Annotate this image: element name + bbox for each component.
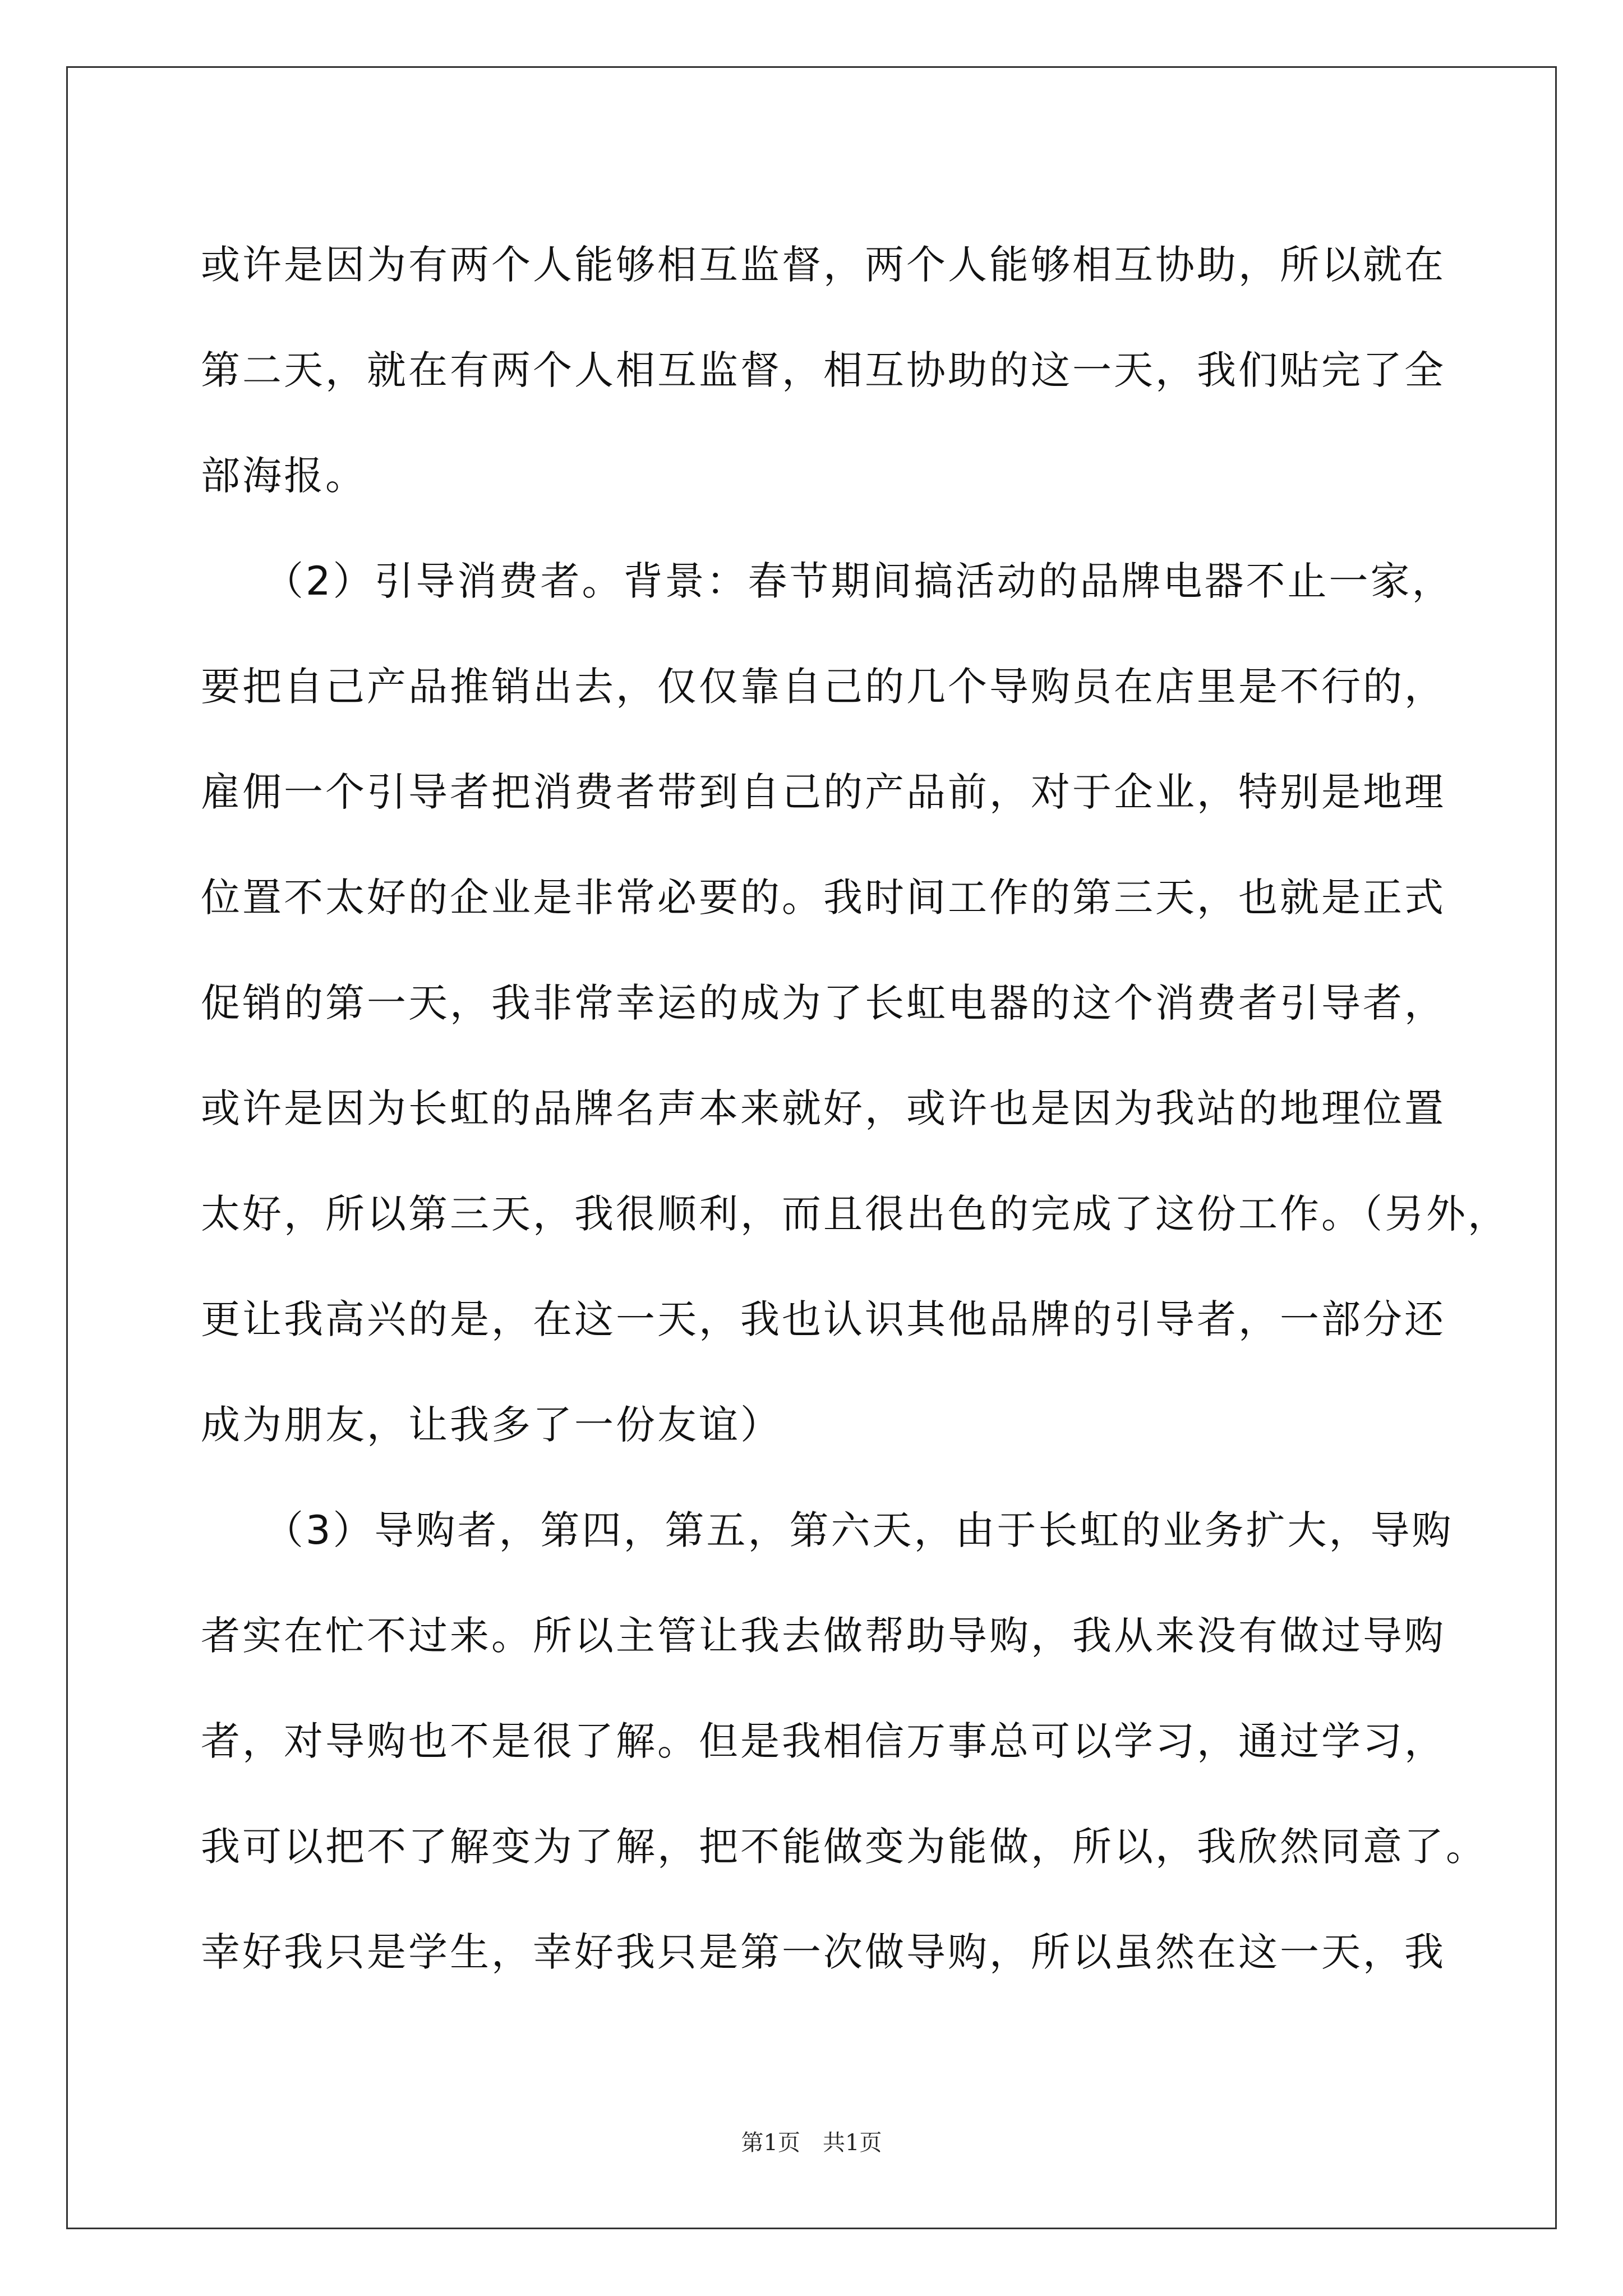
text-line: 第二天，就在有两个人相互监督，相互协助的这一天，我们贴完了全 bbox=[201, 347, 1446, 393]
text-line: 雇佣一个引导者把消费者带到自己的产品前，对于企业，特别是地理 bbox=[201, 769, 1446, 815]
text-line: 或许是因为长虹的品牌名声本来就好，或许也是因为我站的地理位置 bbox=[201, 1085, 1446, 1131]
document-body bbox=[201, 212, 1509, 2005]
text-line: 者实在忙不过来。所以主管让我去做帮助导购，我从来没有做过导购 bbox=[201, 1613, 1446, 1659]
text-line: 更让我高兴的是，在这一天，我也认识其他品牌的引导者，一部分还 bbox=[201, 1296, 1446, 1342]
text-line: 幸好我只是学生，幸好我只是第一次做导购，所以虽然在这一天，我 bbox=[201, 1929, 1446, 1975]
text-line: 部海报。 bbox=[201, 453, 367, 499]
page-footer: 第1页 共1页 bbox=[741, 2130, 882, 2156]
text-line: 者，对导购也不是很了解。但是我相信万事总可以学习，通过学习， bbox=[201, 1718, 1446, 1764]
text-line: （3）导购者，第四，第五，第六天，由于长虹的业务扩大，导购 bbox=[201, 1507, 1454, 1553]
text-line: 促销的第一天，我非常幸运的成为了长虹电器的这个消费者引导者， bbox=[201, 980, 1446, 1026]
text-line: （2）引导消费者。背景：春节期间搞活动的品牌电器不止一家， bbox=[201, 558, 1454, 604]
text-line: 位置不太好的企业是非常必要的。我时间工作的第三天，也就是正式 bbox=[201, 875, 1446, 921]
text-line: 太好，所以第三天，我很顺利，而且很出色的完成了这份工作。（另外， bbox=[201, 1191, 1509, 1237]
text-line: 我可以把不了解变为了解，把不能做变为能做，所以，我欣然同意了。 bbox=[201, 1824, 1487, 1870]
text-line: 要把自己产品推销出去，仅仅靠自己的几个导购员在店里是不行的， bbox=[201, 664, 1446, 710]
text-line: 成为朋友，让我多了一份友谊） bbox=[201, 1402, 782, 1448]
text-line: 或许是因为有两个人能够相互监督，两个人能够相互协助，所以就在 bbox=[201, 242, 1446, 288]
